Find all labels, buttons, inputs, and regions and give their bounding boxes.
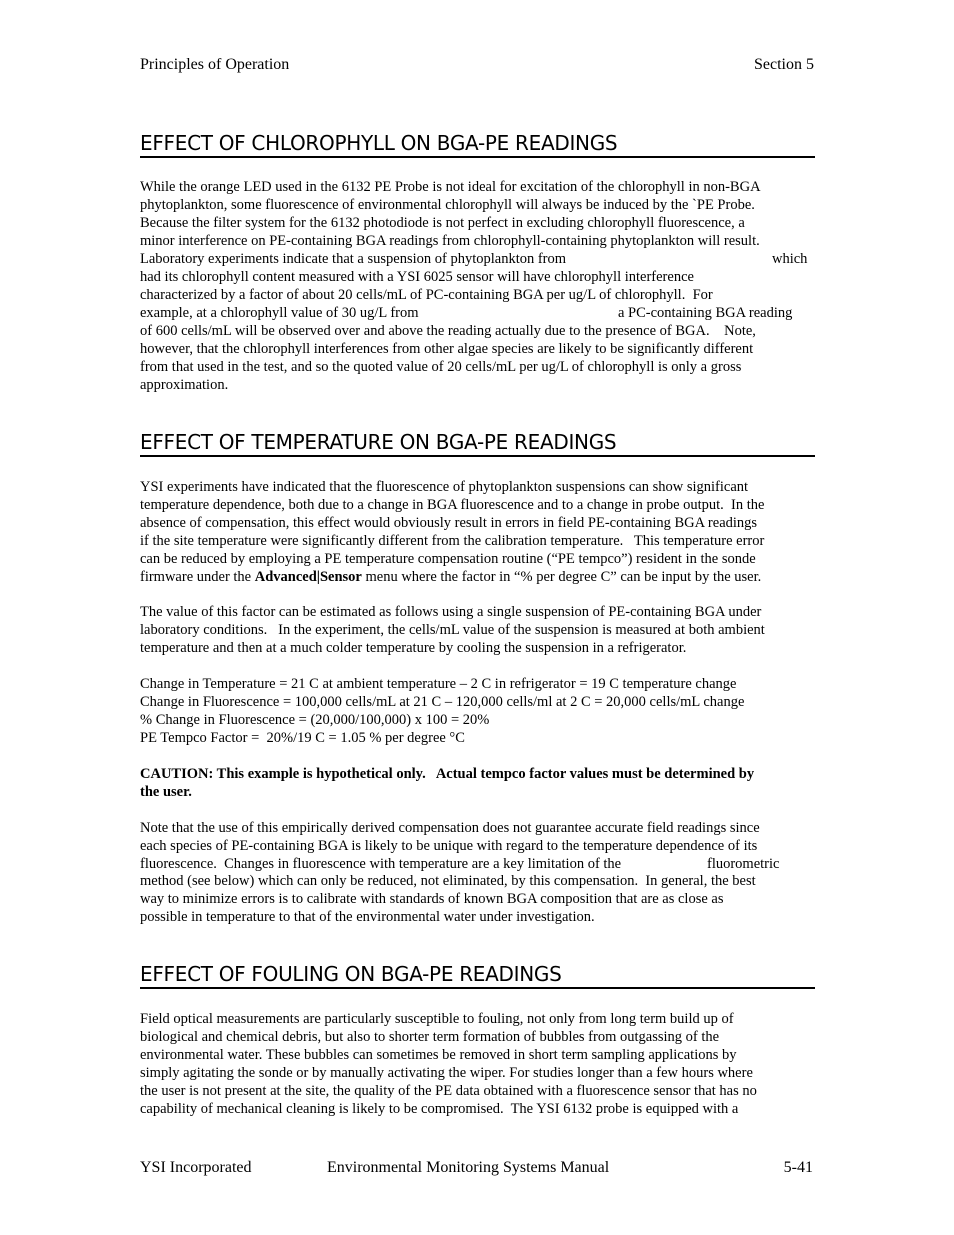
text-line: each species of PE-containing BGA is likely to be unique with regard to the temperature dependence of its [140,838,758,854]
text-line: absence of compensation, this effect would obviously result in errors in field PE-containing BGA readings [140,515,758,531]
text-line: phytoplankton, some fluorescence of environmental chlorophyll will always be induced by the `PE Probe. [140,197,755,213]
text-fragment: which [772,251,808,267]
page-header-right: Section 5 [754,56,814,73]
text-line: capability of mechanical cleaning is likely to be compromised. The YSI 6132 probe is equipped with a [140,1101,739,1117]
text-line: The value of this factor can be estimated as follows using a single suspension of PE-containing BGA under [140,604,762,620]
text-run: firmware under the [140,569,255,585]
caution-line: the user. [140,784,192,800]
text-line: laboratory conditions. In the experiment, the cells/mL value of the suspension is measured at both ambient [140,622,765,638]
text-line: had its chlorophyll content measured with a YSI 6025 sensor will have chlorophyll interference [140,269,694,285]
text-line: Because the filter system for the 6132 photodiode is not perfect in excluding chlorophyll fluorescence, a [140,215,745,231]
text-fragment: a PC-containing BGA reading [618,305,793,321]
text-line: can be reduced by employing a PE temperature compensation routine (“PE tempco”) resident in the sonde [140,551,756,567]
text-line: example, at a chlorophyll value of 30 ug/L from [140,305,419,321]
caution-line: CAUTION: This example is hypothetical only. Actual tempco factor values must be determined by [140,766,755,782]
page-footer-left: YSI Incorporated [140,1159,252,1176]
text-line: however, that the chlorophyll interferences from other algae species are likely to be significantly different [140,341,754,357]
text-line: method (see below) which can only be reduced, not eliminated, by this compensation. In general, the best [140,873,756,889]
text-line: way to minimize errors is to calibrate with standards of known BGA composition that are as close as [140,891,724,907]
calc-line: Change in Fluorescence = 100,000 cells/mL at 21 C – 120,000 cells/ml at 2 C = 20,000 cells/mL change [140,694,745,710]
text-line: possible in temperature to that of the environmental water under investigation. [140,909,595,925]
text-line: of 600 cells/mL will be observed over and above the reading actually due to the presence of BGA. Note, [140,323,756,339]
text-line: temperature and then at a much colder temperature by cooling the suspension in a refrigerator. [140,640,687,656]
calc-line: PE Tempco Factor = 20%/19 C = 1.05 % per degree °C [140,730,465,746]
text-line: Laboratory experiments indicate that a suspension of phytoplankton from [140,251,567,267]
text-line: biological and chemical debris, but also to shorter term formation of bubbles from outgassing of the [140,1029,720,1045]
calc-line: % Change in Fluorescence = (20,000/100,000) x 100 = 20% [140,712,490,728]
text-line: Field optical measurements are particularly susceptible to fouling, not only from long term build up of [140,1011,734,1027]
page-footer-center: Environmental Monitoring Systems Manual [327,1159,610,1176]
text-line: approximation. [140,377,229,393]
text-line: While the orange LED used in the 6132 PE Probe is not ideal for excitation of the chlorophyll in non-BGA [140,179,761,195]
text-line: environmental water. These bubbles can sometimes be removed in short term sampling applications by [140,1047,737,1063]
text-run: menu where the factor in “% per degree C” can be input by the user. [361,569,762,585]
section-heading-chlorophyll: EFFECT OF CHLOROPHYLL ON BGA-PE READINGS [140,131,815,158]
text-line: temperature dependence, both due to a change in BGA fluorescence and to a change in probe output. In the [140,497,765,513]
text-line: the user is not present at the site, the quality of the PE data obtained with a fluorescence sensor that has no [140,1083,757,1099]
text-line: Note that the use of this empirically derived compensation does not guarantee accurate field readings since [140,820,760,836]
text-line: minor interference on PE-containing BGA readings from chlorophyll-containing phytoplankton will result. [140,233,760,249]
text-line: YSI experiments have indicated that the fluorescence of phytoplankton suspensions can show significant [140,479,749,495]
calc-line: Change in Temperature = 21 C at ambient temperature – 2 C in refrigerator = 19 C temperature change [140,676,737,692]
text-fragment: fluorometric [707,856,780,872]
text-line: from that used in the test, and so the quoted value of 20 cells/mL per ug/L of chlorophyll is only a gross [140,359,742,375]
text-line [140,568,761,586]
text-line: if the site temperature were significantly different from the calibration temperature. This temperature error [140,533,765,549]
page-header-left: Principles of Operation [140,56,290,73]
text-line: characterized by a factor of about 20 cells/mL of PC-containing BGA per ug/L of chlorophyll. For [140,287,713,303]
section-heading-temperature: EFFECT OF TEMPERATURE ON BGA-PE READINGS [140,430,815,457]
section-heading-fouling: EFFECT OF FOULING ON BGA-PE READINGS [140,962,815,989]
text-line: fluorescence. Changes in fluorescence with temperature are a key limitation of the [140,856,622,872]
text-line: simply agitating the sonde or by manually activating the wiper. For studies longer than a few hours where [140,1065,753,1081]
menu-path: Advanced|Sensor [254,569,362,585]
page-number: 5-41 [783,1159,813,1176]
